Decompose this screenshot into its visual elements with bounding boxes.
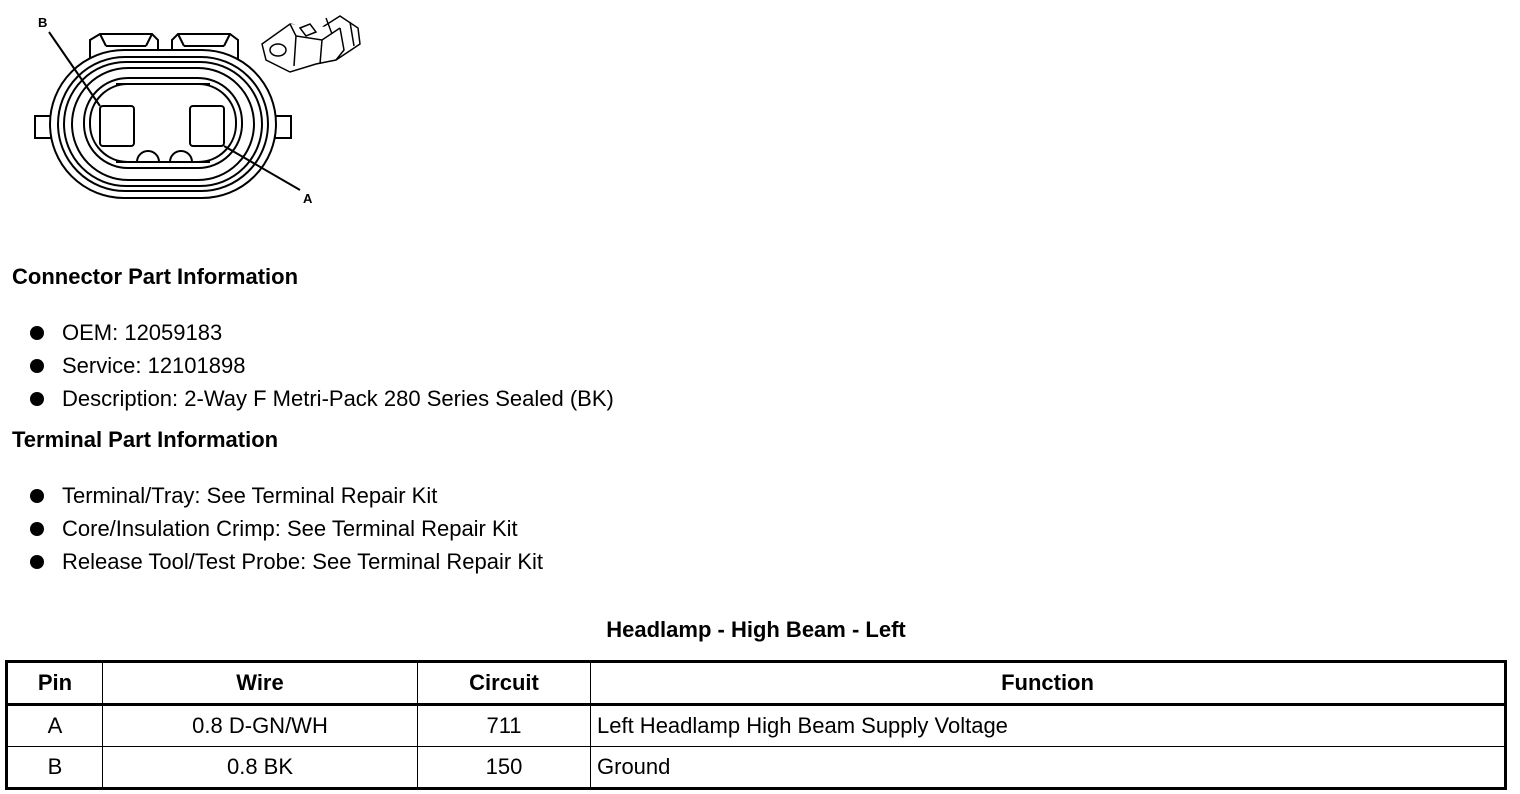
cell-wire: 0.8 D-GN/WH: [103, 705, 418, 747]
column-header-function: Function: [591, 662, 1506, 705]
pin-a-label: A: [303, 191, 313, 206]
list-item: [30, 316, 614, 349]
bullet-icon: [30, 326, 44, 340]
list-item-text: Release Tool/Test Probe: See Terminal Repair Kit: [62, 549, 543, 574]
cell-function: Left Headlamp High Beam Supply Voltage: [591, 705, 1506, 747]
bullet-icon: [30, 555, 44, 569]
list-item: [30, 545, 543, 578]
list-item: [30, 479, 543, 512]
cell-wire: 0.8 BK: [103, 747, 418, 789]
connector-diagram: [0, 0, 380, 215]
bullet-icon: [30, 489, 44, 503]
pin-b-label: B: [38, 15, 48, 30]
list-item-text: Core/Insulation Crimp: See Terminal Repair Kit: [62, 516, 518, 541]
terminal-part-heading: Terminal Part Information: [12, 427, 279, 452]
list-item: [30, 349, 614, 382]
list-item-text: Description: 2-Way F Metri-Pack 280 Series Sealed (BK): [62, 386, 614, 411]
terminal-part-list: [30, 479, 543, 578]
list-item-text: OEM: 12059183: [62, 320, 223, 345]
pinout-table: [5, 660, 1507, 790]
table-row: [7, 747, 1506, 789]
bullet-icon: [30, 522, 44, 536]
cell-pin: B: [7, 747, 103, 789]
table-header-row: [7, 662, 1506, 705]
column-header-circuit: Circuit: [418, 662, 591, 705]
cell-function: Ground: [591, 747, 1506, 789]
column-header-wire: Wire: [103, 662, 418, 705]
bullet-icon: [30, 392, 44, 406]
connector-part-heading: Connector Part Information: [12, 264, 299, 289]
cell-circuit: 711: [418, 705, 591, 747]
cell-circuit: 150: [418, 747, 591, 789]
list-item-text: Terminal/Tray: See Terminal Repair Kit: [62, 483, 438, 508]
bullet-icon: [30, 359, 44, 373]
list-item: [30, 382, 614, 415]
table-row: [7, 705, 1506, 747]
list-item: [30, 512, 543, 545]
cell-pin: A: [7, 705, 103, 747]
list-item-text: Service: 12101898: [62, 353, 246, 378]
column-header-pin: Pin: [7, 662, 103, 705]
connector-part-list: [30, 316, 614, 415]
table-title: Headlamp - High Beam - Left: [606, 617, 906, 642]
